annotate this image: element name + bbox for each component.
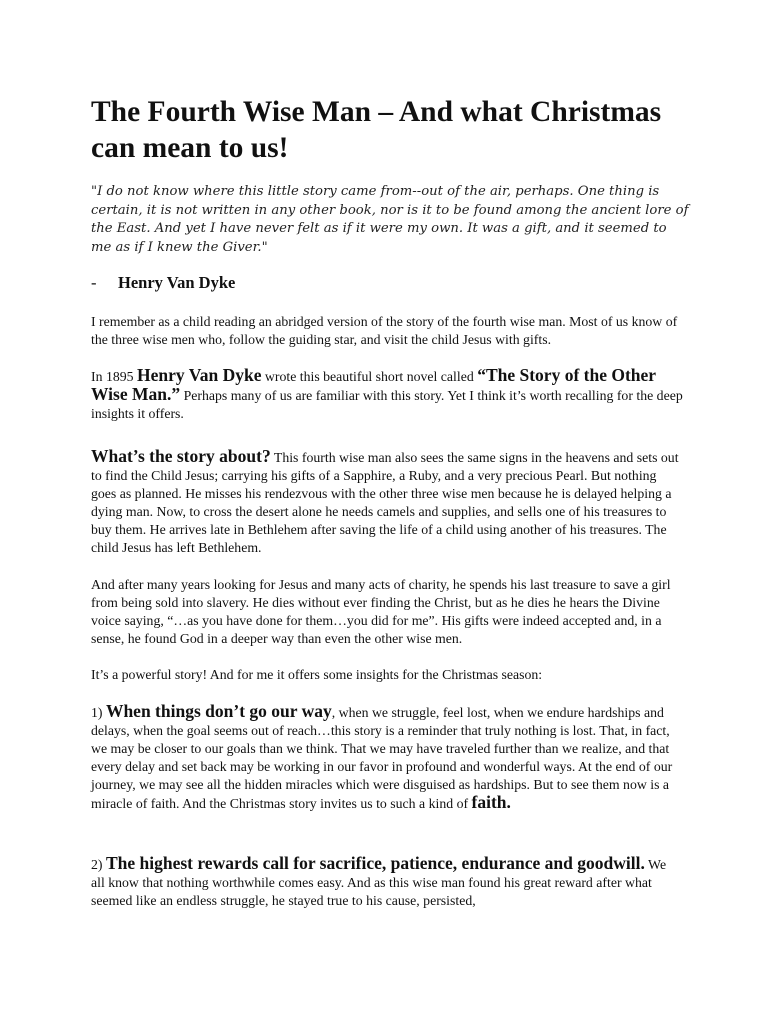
- p3-body: This fourth wise man also sees the same signs in the heavens and sets out to find the Child Jesus; carrying his gifts of a Sapphire, a Ruby, and a very precious Pearl. But nothing goes as planned. He misses his rendezvous with the other three wise men because he is delayed helping a dying man. Now, to cross the desert alone he needs camels and supplies, and sells one of his treasures to buy them. He arrives late in Bethlehem after saving the life of a child using another of his treasures. The child Jesus has left Bethlehem.: [91, 450, 679, 555]
- p2-text-e: Perhaps many of us are familiar with this story. Yet I think it’s worth recalling for the deep insights it offers.: [91, 387, 683, 421]
- p3-heading: What’s the story about?: [91, 446, 271, 466]
- paragraph-story-about: [91, 448, 683, 556]
- paragraph-1895: [91, 367, 683, 423]
- insight-1-heading: When things don’t go our way: [105, 701, 332, 721]
- p2-book-title: “The Story of the Other Wise Man.”: [91, 365, 656, 404]
- insight-2-number: 2): [91, 857, 106, 872]
- opening-quote: "I do not know where this little story came from--out of the air, perhaps. One thing is certain, it is not written in any other book, nor is it to be found among the ancient lore of the East. And yet I have never felt as if it were my own. It was a gift, and it seemed to me as if I knew the Giver.": [91, 184, 689, 255]
- document-title: The Fourth Wise Man – And what Christmas can mean to us!: [91, 96, 662, 164]
- paragraph-last-treasure: And after many years looking for Jesus and many acts of charity, he spends his last treasure to save a girl from being sold into slavery. He dies without ever finding the Christ, but as he dies he hears the Divine voice saying, “…as you have done for them…you did for me”. His gifts were indeed accepted and, in a sense, he found God in a deeper way than even the other wise men.: [91, 577, 671, 646]
- insight-1-number: 1): [91, 705, 106, 720]
- p2-text-c: wrote this beautiful short novel called: [261, 369, 478, 384]
- insight-2: [91, 855, 683, 910]
- insight-2-heading: The highest rewards call for sacrifice, patience, endurance and goodwill.: [105, 853, 645, 873]
- author-name: Henry Van Dyke: [118, 273, 236, 292]
- insight-2-body: We all know that nothing worthwhile comes easy. And as this wise man found his great reward after what seemed like an endless struggle, he stayed true to his cause, persisted,: [91, 857, 667, 908]
- paragraph-childhood: I remember as a child reading an abridged version of the story of the fourth wise man. Most of us know of the three wise men who, follow the guiding star, and visit the child Jesus with gifts.: [91, 314, 678, 347]
- p2-text-a: In 1895: [91, 369, 137, 384]
- insight-1-body: , when we struggle, feel lost, when we endure hardships and delays, when the goal seems out of reach…this story is a reminder that truly nothing is lost. That, in fact, we may be closer to our goals than we think. That we may have traveled further than we realize, and that every delay and set back may be working in our favor in profound and wonderful ways. At the end of our journey, we may see all the hidden miracles which were disguised as hardships. But to see them now is a miracle of faith. And the Christmas story invites us to such a kind of: [91, 705, 673, 811]
- paragraph-powerful-story: It’s a powerful story! And for me it offers some insights for the Christmas season:: [91, 667, 543, 682]
- p2-author: Henry Van Dyke: [137, 365, 262, 385]
- attribution-dash: -: [91, 273, 97, 292]
- quote-attribution: [91, 273, 691, 293]
- insight-1-faith: faith.: [471, 791, 511, 812]
- insight-1: [91, 703, 683, 812]
